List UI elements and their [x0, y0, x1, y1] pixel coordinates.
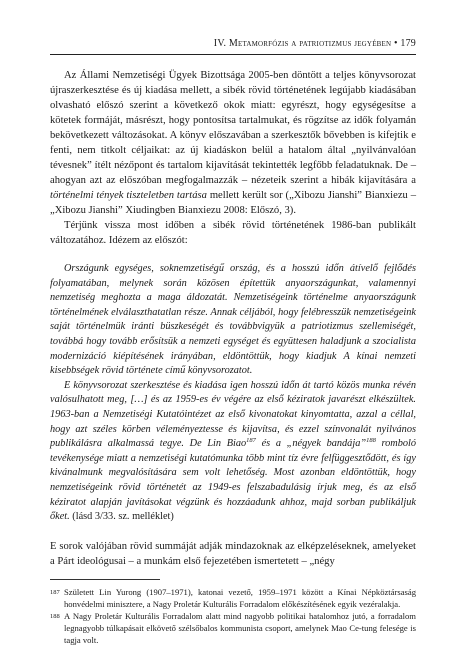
page-number: 179: [400, 38, 416, 49]
chapter-title: Metamorfózis a patriotizmus jegyében: [228, 38, 392, 49]
quote-paragraph-2: E könyvsorozat szerkesztése és kiadása igen hosszú időn át tartó közös munka révén valósulhatott meg, […] és az 1959-es év végére az első kéziratok javarészt elkészültek. 1963-ban a Nemzetiségi Kutatóintézet az első kivonatokat kinyomtatta, azzal a céllal, hogy azt széles körben véleményeztesse és kijavítsa, és ezzel színvonalát nyilvános publikálásra alkalmassá tegye. De Lin Biao$^{187}$ és a „négyek bandája”$^{188}$ romboló tevékenysége miatt a nemzetiségi kutatómunka több mint tíz évre felfüggesztődött, és így kivánalmunk megvalósítására sem volt lehetőség. Most azonban eldöntöttük, hogy nemzetiségeink rövid történetét az 1949-es felszabadulásig írjuk meg, és az első kéziratot alapján javításokat végzünk és hozzáadunk ahhoz, majd sorban publikáljuk őket. (lásd 3/33. sz. melléklet): [50, 379, 417, 523]
header-bullet: •: [393, 38, 398, 49]
footnote-number: 188: [50, 612, 60, 620]
running-header: [50, 38, 416, 54]
italic-phrase: történelmi tények tiszteletben tartása: [50, 190, 207, 201]
page-body: [50, 68, 416, 646]
paragraph-1: Az Állami Nemzetiségi Ügyek Bizottsága 2005-ben döntött a teljes könyvsorozat újraszerkesztése és új kiadása mellett, a sibék rövid történetének legújabb kiadásában olvasható előszó szerint a következő okok miatt: egyrészt, hogy egységesítse a kötetek formáját, másrészt, hogy pontosítsa tartalmukat, és rögzítse az idők folyamán bekövetkezett változásokat. A könyv előszavában a szerkesztők bővebben is kifejtik e fenti, nem titkolt céljaikat: az új kiadáskon belül a hatalom által „nyilvánvalóan tévesnek” ítélt nézőpont és tartalom kijavítását tekintették legfőbb feladatuknak. De – ahogyan azt az előszóban megfogalmazzák – nézeteik szerint a hibák kijavítására a történelmi tények tiszteletben tartása mellett került sor („Xibozu Jianshi” Bianxiezu – „Xibozu Jianshi” Xiudingben Bianxiezu 2008: Előszó, 3).: [50, 70, 416, 216]
chapter-number: IV.: [213, 38, 227, 49]
footnote-divider: [50, 579, 160, 580]
quote-paragraph-1: Országunk egységes, soknemzetiségű ország, és a hosszú időn átívelő fejlődés folyamatában, melynek során közösen építettük anyaországunkat, valamennyi nemzetiség meghozta a maga áldozatát. Nemzetiségeink történelme anyaországunk történelmének elválaszthatatlan része. Annak céljából, hogy felébresszük nemzetiségeink saját történelmük iránti büszkeségét és továbbvigyük a patriotizmus szellemiségét, továbbá hogy tovább erősítsük a nemzeti egységet és együttesen haladjunk a szocialista modernizáció kiépítésének irányában, eldöntöttük, hogy kiadjuk A kínai nemzeti kisebbségek rövid története című könyvsorozatot.: [50, 263, 416, 377]
footnote-number: 187: [50, 588, 60, 596]
footnote-ref-188[interactable]: 188: [366, 437, 376, 445]
footnote-text: Született Lin Yurong (1907–1971), katonai vezető, 1959–1971 között a Kínai Népköztársaság honvédelmi minisztere, a Nagy Proletár Kulturális Forradalom előkészítésének egyik vezéralakja.: [64, 586, 416, 609]
paragraph-2: Térjünk vissza most időben a sibék rövid történetének 1986-ban publikált változatához. Idézem az előszót:: [50, 220, 416, 246]
appendix-reference: (lásd 3/33. sz. melléklet): [69, 511, 174, 523]
header-rule: [50, 54, 416, 55]
footnote-text: A Nagy Proletár Kulturális Forradalom alatt mind nagyobb politikai hatalomhoz jutó, a forradalom legnagyobb túlkapásait elkövető szélsőbalos kommunista csoport, amelynek Mao Ce-tung felesége is tagja volt.: [64, 610, 416, 645]
block-quote: [50, 262, 416, 525]
footnote-188: [50, 610, 416, 646]
paragraph-3: E sorok valójában rövid summáját adják mindazoknak az elképzeléseknek, amelyeket a Párt ideológusai – a munkám első fejezetében ismertetett – „négy: [50, 540, 416, 567]
footnote-ref-187[interactable]: 187: [246, 437, 256, 445]
footnote-187: [50, 586, 416, 610]
